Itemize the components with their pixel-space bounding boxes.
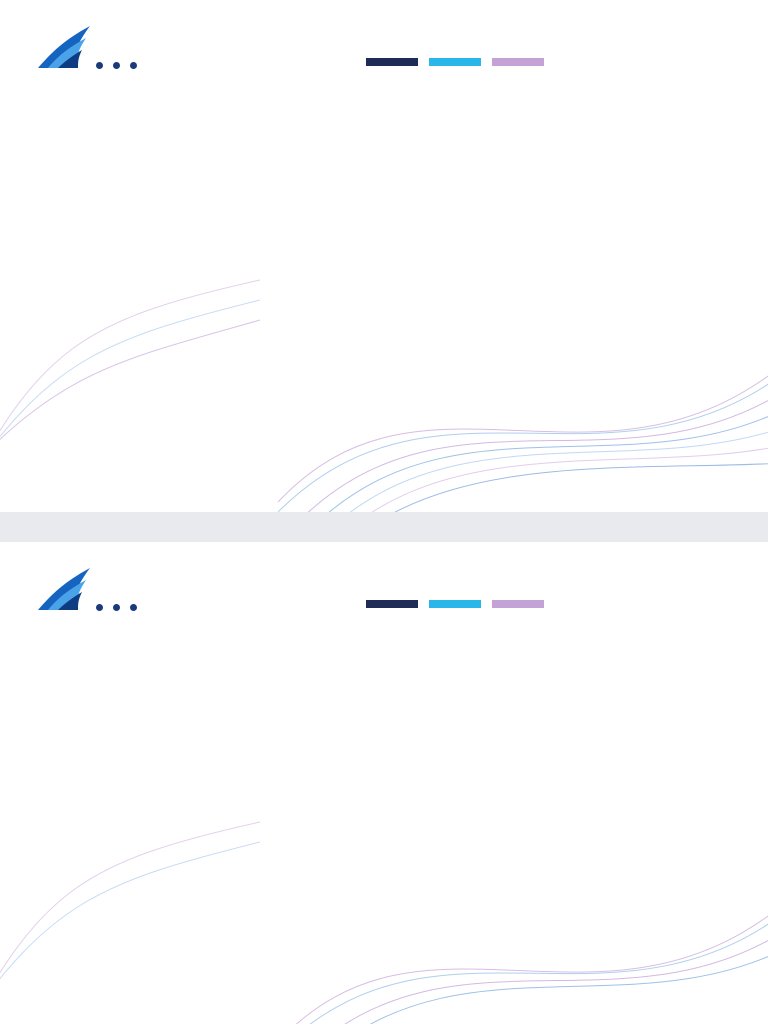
- web-contact[interactable]: [96, 62, 105, 69]
- contact-info: [96, 62, 139, 69]
- decorative-wave-left: [0, 742, 260, 1024]
- phone-contact: [130, 62, 139, 69]
- armada-logo-icon: [34, 564, 94, 614]
- decorative-wave: [278, 802, 768, 1024]
- legend-swatch: [366, 58, 418, 66]
- page-header: [0, 0, 768, 86]
- phone-contact: [130, 604, 139, 611]
- page-header: [0, 542, 768, 628]
- legend-item-rest: [429, 600, 484, 608]
- legend-item-workday: [492, 600, 547, 608]
- phone-icon: [130, 62, 137, 69]
- phone-icon: [130, 604, 137, 611]
- legend-item-rest: [429, 58, 484, 66]
- legend: [366, 600, 547, 608]
- contact-info: [96, 604, 139, 611]
- decorative-wave: [278, 262, 768, 512]
- legend-swatch: [492, 600, 544, 608]
- legend-swatch: [429, 600, 481, 608]
- legend-item-holiday: [366, 600, 421, 608]
- legend-swatch: [492, 58, 544, 66]
- page-separator: [0, 512, 768, 542]
- mail-icon: [113, 604, 120, 611]
- calendar-page-h2: [0, 542, 768, 1024]
- globe-icon: [96, 62, 103, 69]
- legend-swatch: [366, 600, 418, 608]
- legend: [366, 58, 547, 66]
- email-contact[interactable]: [113, 604, 122, 611]
- email-contact[interactable]: [113, 62, 122, 69]
- legend-item-workday: [492, 58, 547, 66]
- web-contact[interactable]: [96, 604, 105, 611]
- mail-icon: [113, 62, 120, 69]
- legend-item-holiday: [366, 58, 421, 66]
- armada-logo-icon: [34, 22, 94, 72]
- decorative-wave-left: [0, 200, 260, 500]
- globe-icon: [96, 604, 103, 611]
- legend-swatch: [429, 58, 481, 66]
